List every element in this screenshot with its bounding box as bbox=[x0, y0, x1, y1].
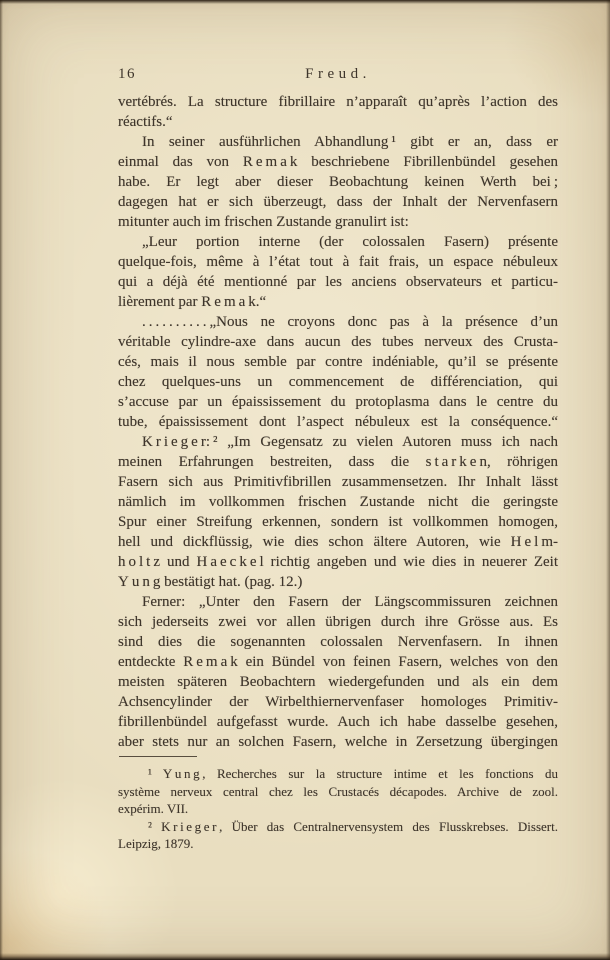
text-line: „Leur portion interne (der colossalen Fasern) présente bbox=[142, 234, 558, 250]
text-line: sich jederseits zwei vor allen übrigen durch ihre Grösse aus. Es bbox=[118, 614, 558, 630]
text-line: ² K r i e g e r , Über das Centralnervensystem des Flusskrebses. Dissert. bbox=[148, 818, 558, 834]
para-krieger bbox=[118, 432, 558, 592]
footnote-separator bbox=[119, 756, 197, 757]
text-line: expérim. VII. bbox=[118, 801, 189, 817]
text-line: fibrillenbündel aufgefasst wurde. Auch ich habe dasselbe gesehen, bbox=[118, 714, 558, 730]
text-line: meinen Erfahrungen bestreiten, dass die s t a r k e n, röhrigen bbox=[118, 454, 558, 470]
text-line: véritable cylindre-axe dans aucun des tubes nerveux des Crusta- bbox=[118, 334, 558, 350]
text-line: mitunter auch im frischen Zustande granulirt ist: bbox=[118, 214, 409, 230]
scan-edge-left bbox=[0, 0, 3, 960]
text-line: nämlich im vollkommen frischen Zustande nicht die geringste bbox=[118, 494, 558, 510]
text-line: . . . . . . . . . . „Nous ne croyons donc pas à la présence d’un bbox=[142, 314, 558, 330]
text-line: habe. Er legt aber dieser Beobachtung keinen Werth bei ; bbox=[118, 174, 558, 190]
text-line: hell und dickflüssig, wie dies schon ältere Autoren, wie H e l m- bbox=[118, 534, 558, 550]
text-line: Ferner: „Unter den Fasern der Längscommissuren zeichnen bbox=[142, 594, 558, 610]
text-line: quelque-fois, même à l’état tout à fait frais, un espace nébuleux bbox=[118, 254, 558, 270]
text-line: Achsencylinder der Wirbelthiernervenfaser homologes Primitiv- bbox=[118, 694, 558, 710]
text-line: Leipzig, 1879. bbox=[118, 836, 194, 852]
text-line: système nerveux central chez les Crustacés décapodes. Archive de zool. bbox=[118, 783, 558, 799]
text-line: Y u n g bestätigt hat. (pag. 12.) bbox=[118, 574, 303, 590]
text-line: meisten späteren Beobachtern wiedergefunden und als ein dem bbox=[118, 674, 558, 690]
text-line: sind dies die sogenannten colossalen Nervenfasern. In ihnen bbox=[118, 634, 558, 650]
text-line: h o l t z und H a e c k e l richtig angeben und wie dies in neuerer Zeit bbox=[118, 554, 558, 570]
text-line: dagegen hat er sich überzeugt, dass der Inhalt der Nervenfasern bbox=[118, 194, 558, 210]
text-line: ¹ Y u n g , Recherches sur la structure intime et les fonctions du bbox=[148, 766, 558, 781]
text-line: einmal das von R e m a k beschriebene Fibrillenbündel gesehen bbox=[118, 154, 558, 170]
text-line: qui a déjà été mentionné par les anciens observateurs et particu- bbox=[118, 274, 558, 290]
footnote-2 bbox=[118, 818, 558, 853]
text-line: cés, mais il nous semble par contre indéniable, qu’il se présente bbox=[118, 354, 558, 370]
para-abhandlung bbox=[118, 132, 558, 232]
text-line: tube, épaississement dont l’aspect nébuleux est la conséquence.“ bbox=[118, 414, 558, 430]
page-header bbox=[118, 66, 558, 86]
scan-edge-right bbox=[606, 0, 610, 960]
text-line: s’accuse par un épaississement du protoplasma dans le centre du bbox=[118, 394, 558, 410]
para-nous bbox=[118, 312, 558, 432]
text-line: lièrement par R e m a k.“ bbox=[118, 294, 267, 310]
body-text bbox=[118, 92, 558, 752]
footnote-1 bbox=[118, 765, 558, 818]
text-line: chez quelques-uns un commencement de différenciation, qui bbox=[118, 374, 558, 390]
text-line: vertébrés. La structure fibrillaire n’apparaît qu’après l’action des bbox=[118, 94, 558, 110]
scan-edge-bottom bbox=[0, 953, 610, 960]
footnotes bbox=[118, 765, 558, 853]
text-line: réactifs.“ bbox=[118, 114, 173, 130]
text-line: In seiner ausführlichen Abhandlung ¹ gibt er an, dass er bbox=[142, 134, 558, 150]
text-line: entdeckte R e m a k ein Bündel von feinen Fasern, welches von den bbox=[118, 654, 558, 670]
text-line: K r i e g e r: ² „Im Gegensatz zu vielen Autoren muss ich nach bbox=[142, 434, 558, 450]
para-vertebres bbox=[118, 92, 558, 132]
scan-edge-top bbox=[0, 0, 610, 4]
text-line: Spur einer Streifung erkennen, sondern ist vollkommen homogen, bbox=[118, 514, 558, 530]
text-line: aber stets nur an solchen Fasern, welche in Zersetzung übergingen bbox=[118, 734, 558, 750]
text-line: Fasern sich aus Primitivfibrillen zusammensetzen. Ihr Inhalt lässt bbox=[118, 474, 558, 490]
page-number: 16 bbox=[118, 66, 136, 82]
para-leur-portion bbox=[118, 232, 558, 312]
running-head: Freud. bbox=[305, 66, 371, 82]
para-ferner bbox=[118, 592, 558, 752]
